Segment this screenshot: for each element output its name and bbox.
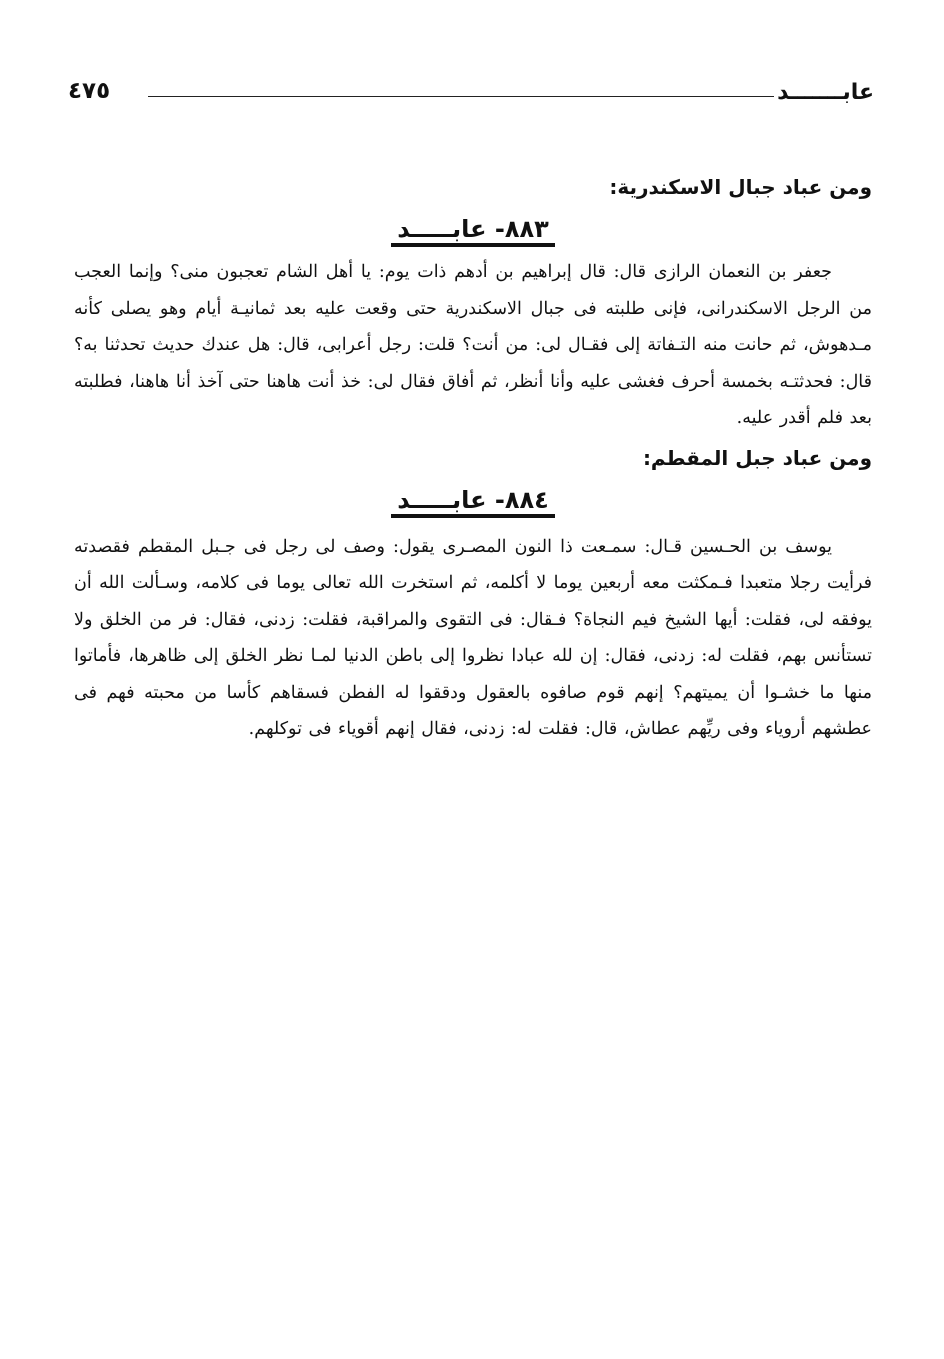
entry-title-883: [74, 206, 872, 252]
page-number: ٤٧٥: [68, 78, 111, 104]
page-content: [74, 168, 872, 748]
entry-text-883: جعفر بن النعمان الرازى قال: قال إبراهيم بن أدهم ذات يوم: يا أهل الشام تعجبون منى؟ وإنما العجب من الرجل الاسكندرانى، فإنى طلبته فى جبال الاسكندرية حتى وقعت عليه بعد ثمانيـة أيام وهو يصلى كأنه مـدهوش، ثم حانت منه التـفاتة إلى فقـال لى: من أنت؟ قلت: رجل أعرابى، قال: هل عندك حديث تحدثنا به؟ قال: فحدثتـه بخمسة أحرف فغشى عليه وأنا أنظر، ثم أفاق فقال لى: خذ أنت هاهنا حتى آخذ أنا هاهنا، فطلبته بعد فلم أقدر عليه.: [74, 262, 872, 428]
section-heading-alexandria: ومن عباد جبال الاسكندرية:: [609, 175, 872, 199]
entry-title-884-text: ٨٨٤- عابـــــد: [391, 486, 555, 518]
entry-title-884: [74, 477, 872, 523]
header-rule: [148, 96, 774, 97]
entry-text-884: يوسف بن الحـسين قـال: سمـعت ذا النون المصـرى يقول: وصف لى رجل فى جـبل المقطم فقصدته فرأيت رجلا متعبدا فـمكثت معه أربعين يوما لا أكلمه، ثم استخرت الله تعالى يوما فى كلامه، وسـألت الله أن يوفقه لى، فقلت: أيها الشيخ فيم النجاة؟ فـقال: فى التقوى والمراقبة، فقلت: زدنى، فقال: فر من الخلق ولا تستأنس بهم، فقلت له: زدنى، فقال: إن لله عبادا نظروا إلى باطن الدنيا لمـا نظر الخلق إلى ظاهرها، فأماتوا منها ما خشـوا أن يميتهم؟ إنهم قوم صافوه بالعقول ودققوا له الفطن فسقاهم كأسا من محبته فهم فى عطشهم أروياء وفى ريِّهم عطاش، قال: فقلت له: زدنى، فقال إنهم أقوياء فى توكلهم.: [74, 536, 872, 739]
entry-title-883-text: ٨٨٣- عابـــــد: [391, 215, 555, 247]
running-header: [68, 76, 874, 116]
running-header-title: عابـــــــد: [777, 80, 874, 105]
section-heading-muqattam: ومن عباد جبل المقطم:: [642, 445, 872, 470]
